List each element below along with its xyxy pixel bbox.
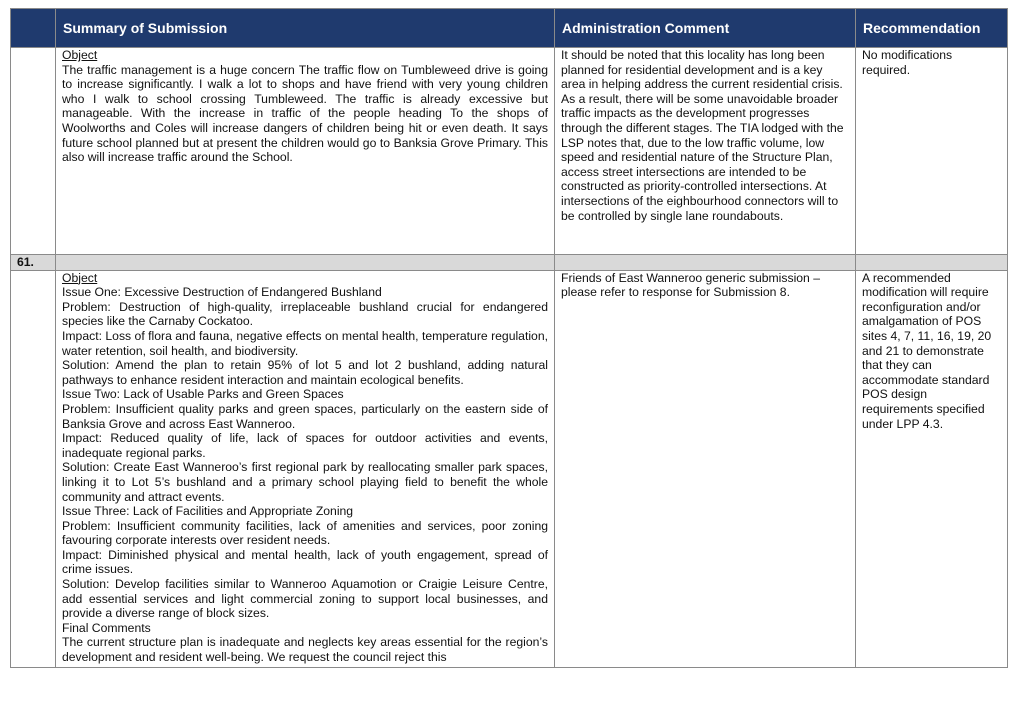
summary-cell: [56, 270, 555, 667]
submission-number: 61.: [11, 255, 56, 271]
header-recommendation: Recommendation: [856, 9, 1008, 48]
summary-paragraph: Issue One: Excessive Destruction of Endangered Bushland: [62, 285, 382, 300]
summary-paragraph: Impact: Diminished physical and mental health, lack of youth engagement, spread of crime issues.: [62, 547, 548, 577]
header-row: [11, 9, 1008, 48]
separator-row: [11, 255, 1008, 271]
row-number-cell: [11, 270, 56, 667]
comment-cell: It should be noted that this locality has long been planned for residential development and is a key area in helping address the current residential crisis. As a result, there will be some unavoidable broader traffic impacts as the development progresses through the different stages. The TIA lodged with the LSP notes that, due to the low traffic volume, low speed and residential nature of the Structure Plan, access street intersections are intended to be constructed as priority-controlled intersections. At intersections of the eighbourhood connectors will to be controlled by single lane roundabouts.: [555, 48, 856, 255]
summary-paragraph: Problem: Insufficient community facilities, lack of amenities and services, poor zoning favouring corporate interests over resident needs.: [62, 518, 548, 548]
recommendation-cell: A recommended modification will require reconfiguration and/or amalgamation of POS sites 4, 7, 11, 16, 19, 20 and 21 to demonstrate that they can accommodate standard POS design requirements specified under LPP 4.3.: [856, 270, 1008, 667]
summary-text: The traffic management is a huge concern The traffic flow on Tumbleweed drive is going to increase significantly. I walk a lot to shops and have friend with very young children who I walk to school crossing Tumbleweed. The traffic is already excessive but manageable. With the increase in traffic of the people heading To the shops of Woolworths and Coles will increase dangers of children being hit or even death. It says future school planned but at present the children would go to Banksia Grove Primary. This also will increase traffic around the School.: [62, 62, 548, 165]
comment-cell: Friends of East Wanneroo generic submission – please refer to response for Submission 8.: [555, 270, 856, 667]
header-comment: Administration Comment: [555, 9, 856, 48]
summary-heading: Object: [62, 48, 98, 62]
table-row: [11, 270, 1008, 667]
summary-paragraph: Solution: Amend the plan to retain 95% of lot 5 and lot 2 bushland, adding natural pathways to enhance resident interaction and maintain ecological benefits.: [62, 358, 548, 387]
submissions-table: [10, 8, 1008, 668]
summary-paragraph: Solution: Create East Wanneroo’s first regional park by reallocating smaller park spaces, linking it to Lot 5’s bushland and a primary school playing field to benefit the whole community and attract events.: [62, 460, 548, 504]
header-number: [11, 9, 56, 48]
summary-heading: Object: [62, 270, 98, 285]
summary-paragraph: Issue Two: Lack of Usable Parks and Green Spaces: [62, 387, 344, 402]
summary-paragraph: Problem: Destruction of high-quality, irreplaceable bushland crucial for endangered species like the Carnaby Cockatoo.: [62, 299, 548, 329]
row-number-cell: [11, 48, 56, 255]
summary-paragraph: Solution: Develop facilities similar to Wanneroo Aquamotion or Craigie Leisure Centre, add essential services and light commercial zoning to support local businesses, and provide a diverse range of block sizes.: [62, 577, 548, 621]
summary-paragraph: Issue Three: Lack of Facilities and Appropriate Zoning: [62, 504, 354, 519]
header-summary: Summary of Submission: [56, 9, 555, 48]
summary-paragraph: Final Comments: [62, 620, 151, 635]
summary-cell: [56, 48, 555, 255]
summary-paragraph: Impact: Loss of flora and fauna, negative effects on mental health, temperature regulation, water retention, soil health, and biodiversity.: [62, 328, 548, 358]
summary-paragraph: Problem: Insufficient quality parks and green spaces, particularly on the eastern side of Banksia Grove and across East Wanneroo.: [62, 401, 548, 431]
summary-paragraph: The current structure plan is inadequate and neglects key areas essential for the region’s development and resident well-being. We request the council reject this: [62, 635, 548, 665]
summary-paragraph: Impact: Reduced quality of life, lack of spaces for outdoor activities and events, inadequate regional parks.: [62, 431, 548, 460]
table-row: [11, 48, 1008, 255]
recommendation-cell: No modifications required.: [856, 48, 1008, 255]
